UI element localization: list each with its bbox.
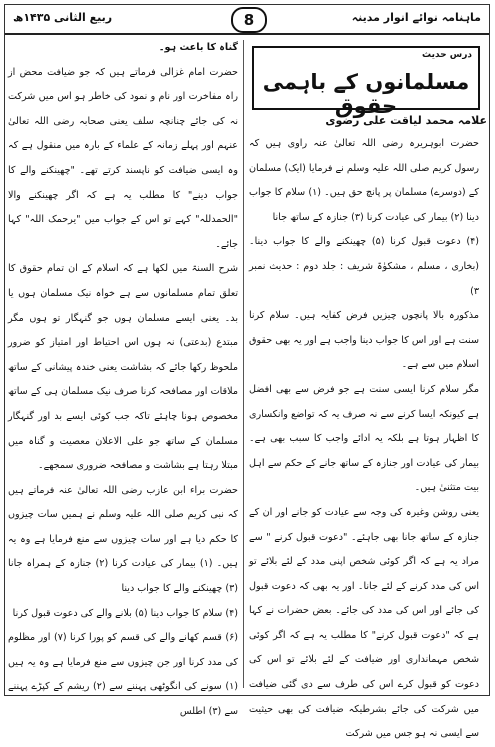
series-label: درس حدیث — [422, 50, 472, 60]
section-heading: گناہ کا باعث ہو۔ — [158, 42, 238, 53]
column-divider — [243, 40, 244, 688]
right-paragraph: مگر سلام کرنا ایسی سنت ہے جو فرض سے بھی افضل ہے کیونکہ ایسا کرنے سے نہ صرف یہ کہ تواضع وانکساری کا اظہار ہوتا ہے بلکہ یہ ادائے واجب کا سبب بھی ہے۔ بیمار کی عیادت اور جنازہ کے ساتھ جانے کے حکم سے اہل بیت متثنیٰ ہیں۔ — [249, 383, 479, 494]
right-paragraph: (۴) دعوت قبول کرنا (۵) چھینکنے والے کا جواب دینا۔ (بخاری ، مسلم ، مشکوٰۃ شریف : جلد دوم : حدیث نمبر ۳) — [249, 236, 480, 297]
page-number: 8 — [231, 7, 267, 33]
left-column — [8, 36, 239, 718]
left-paragraph: حضرت براء ابن عازب رضی اللہ تعالیٰ عنہ فرماتے ہیں کہ نبی کریم صلی اللہ علیہ وسلم نے ہمیں سات چیزوں کا حکم دیا ہے اور سات چیزوں سے منع فرمایا ہے وہ یہ ہیں۔ (۱) بیمار کی عیادت کرنا (۲) جنازہ کے ہمراہ جانا (۳) چھینکنے والے کا جواب دینا — [8, 484, 239, 595]
right-paragraph: حضرت ابوہریرہ رضی اللہ تعالیٰ عنہ راوی ہیں کہ رسول کریم صلی اللہ علیہ وسلم نے فرمایا (ایک) مسلمان کے (دوسرے) مسلمان پر پانچ حق ہیں۔ (۱) سلام کا جواب دینا (۲) بیمار کی عیادت کرنا (۳) جنازہ کے ساتھ جانا — [249, 138, 479, 223]
right-column — [249, 132, 480, 740]
magazine-name: ماہنامہ نوائے انوار مدینہ — [351, 11, 481, 24]
article-title: مسلمانوں کے باہمی حقوق — [262, 70, 470, 118]
author-name: علامہ محمد لیاقت علی رضوی — [325, 114, 487, 127]
issue-date: ربیع الثانی ۱۴۳۵ھ — [13, 11, 113, 24]
left-paragraph: حضرت امام غزالی فرماتے ہیں کہ جو ضیافت محض از راہ مفاخرت اور نام و نمود کی خاطر ہو اس میں شرکت نہ کی جائے چنانچہ سلف یعنی صحابہ رضی اللہ تعالیٰ عنہم اور پہلے زمانہ کے علماء کے بارہ میں منقول ہے کہ وہ ایسی ضیافت کو ناپسند کرتے تھے۔ "چھینکنے والے کا جواب دینے" کا مطلب یہ ہے کہ اگر چھینکنے والا "الحمدللہ" کہے تو اس کے جواب میں "یرحمک اللہ" کہا جائے۔ — [8, 66, 238, 250]
right-paragraph: یعنی روشن وغیرہ کی وجہ سے عیادت کو جانے اور ان کے جنازہ کے ساتھ جانا بھی جاہئے۔ "دعوت قبول کرنے " سے مراد یہ ہے کہ اگر کوئی شخص اپنی مدد کے لئے بلائے تو اس کی مدد کرنے کے لئے جانا۔ اور یہ بھی کہ دعوت قبول کی جائے اور اس کی مدد کی جائے۔ بعض حضرات نے کہا ہے کہ "دعوت قبول کرنے" کا مطلب یہ ہے کہ اگر کوئی شخص مہمانداری اور ضیافت کے لئے بلائے تو اس کی دعوت کو قبول کرے اس کی طرف سے دی گئی ضیافت میں شرکت کی جائے بشرطیکہ ضیافت کی بھی حیثیت سے ایسی نہ ہو جس میں شرکت — [249, 506, 479, 740]
article-title-box — [252, 46, 480, 118]
left-paragraph: شرح السنۃ میں لکھا ہے کہ اسلام کے ان تمام حقوق کا تعلق تمام مسلمانوں سے ہے خواہ نیک مسلمان ہوں یا بد۔ یعنی ایسے مسلمان ہوں جو گنہگار تو ہوں مگر مبتدع (بدعتی) نہ ہوں اس احتیاط اور امتیاز کو ضرور ملحوظ رکھا جائے کہ بشاشت یعنی خندہ پیشانی کے ساتھ ملاقات اور مصافحہ کرنا صرف نیک مسلمان ہی کے ساتھ مخصوص ہونا چاہئے تاکہ جب کوئی ایسے بد اور گنہگار مسلمان کے ساتھ جو علی الاعلان معصیت و گناہ میں مبتلا رہتا ہے بشاشت و مصافحہ ضروری سمجھے۔ — [8, 263, 238, 472]
page-header — [5, 5, 489, 35]
left-paragraph: (۴) سلام کا جواب دینا (۵) بلانے والے کی دعوت قبول کرنا — [12, 607, 238, 619]
left-paragraph: (۶) قسم کھانے والے کی قسم کو پورا کرنا (۷) اور مظلوم کی مدد کرنا اور جن چیزوں سے منع فرمایا ہے وہ یہ ہیں (۱) سونے کی انگوٹھی پہننے سے (۲) ریشم کے کپڑے پہننے سے (۳) اطلس — [8, 632, 238, 718]
right-paragraph: مذکورہ بالا پانچوں چیزیں فرض کفایہ ہیں۔ سلام کرنا سنت ہے اور اس کا جواب دینا واجب ہے اور یہ بھی حقوق اسلام میں سے ہے۔ — [249, 310, 479, 371]
